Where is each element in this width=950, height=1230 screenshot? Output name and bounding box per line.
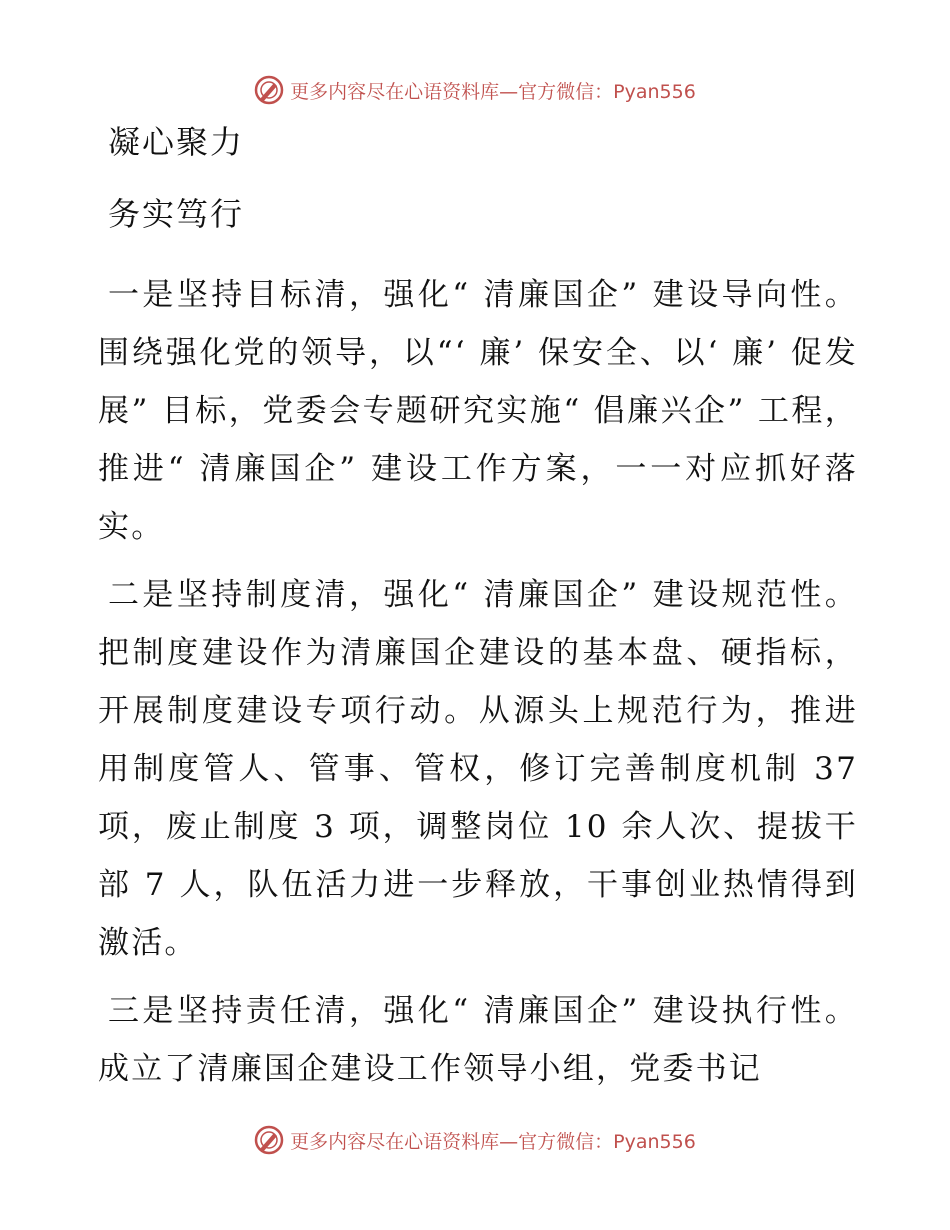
watermark-footer — [0, 1120, 950, 1160]
section-heading-2: 务实笃行 — [108, 195, 245, 233]
watermark-text: 更多内容尽在心语资料库—官方微信：Pyan556 — [290, 1130, 696, 1153]
paragraph-2: 二是坚持制度清，强化“ 清廉国企” 建设规范性。把制度建设作为清廉国企建设的基本盘、硬指标，开展制度建设专项行动。从源头上规范行为，推进用制度管人、管事、管权，修订完善制度机制 37 项，废止制度 3 项，调整岗位 10 余人次、提拔干部 7 人，队伍活力进一步释放，干事创业热情得到激活。 — [98, 577, 858, 961]
paragraph-1: 一是坚持目标清，强化“ 清廉国企” 建设导向性。围绕强化党的领导，以“‘ 廉’ 保安全、以‘ 廉’ 促发展” 目标，党委会专题研究实施“ 倡廉兴企” 工程，推进“ 清廉国企” 建设工作方案，一一对应抓好落实。 — [98, 277, 858, 545]
paragraph-3: 三是坚持责任清，强化“ 清廉国企” 建设执行性。成立了清廉国企建设工作领导小组，党委书记 — [98, 993, 858, 1087]
section-heading-1: 凝心聚力 — [108, 123, 245, 161]
red-pen-circle-logo — [254, 1125, 284, 1155]
watermark-header — [0, 70, 950, 110]
red-pen-circle-logo — [254, 75, 284, 105]
watermark-text: 更多内容尽在心语资料库—官方微信：Pyan556 — [290, 80, 696, 103]
document-body — [98, 122, 858, 1108]
